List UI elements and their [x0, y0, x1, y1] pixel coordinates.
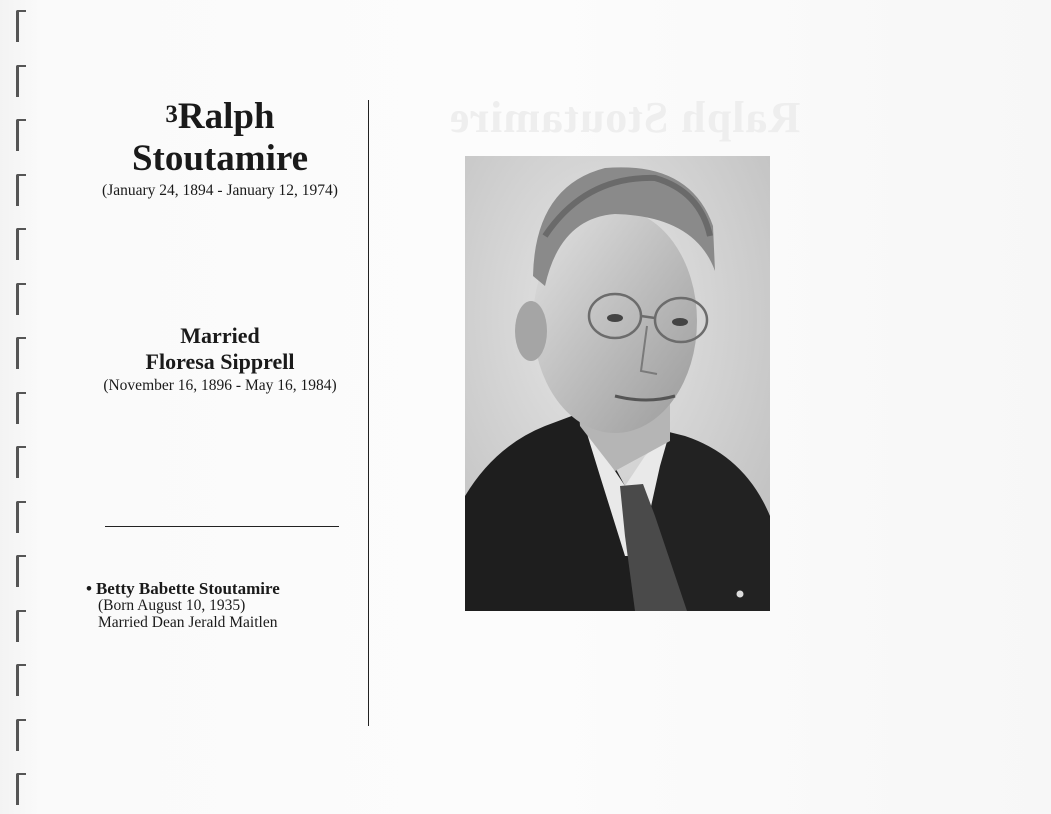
- portrait-image: [465, 156, 770, 611]
- binding-ring: [16, 65, 26, 97]
- binding-ring: [16, 337, 26, 369]
- binding-ring: [16, 555, 26, 587]
- first-name: Ralph: [177, 96, 275, 137]
- marriage-block: [80, 323, 360, 395]
- child-name: Betty Babette Stoutamire: [95, 579, 280, 598]
- binding-ring: [16, 392, 26, 424]
- married-label: Married: [180, 323, 260, 348]
- binding-ring: [16, 119, 26, 151]
- binding-ring: [16, 610, 26, 642]
- person-dates: (January 24, 1894 - January 12, 1974): [102, 182, 338, 199]
- generation-number: 3: [165, 101, 178, 128]
- child-entry: [86, 580, 280, 631]
- binding-ring: [16, 283, 26, 315]
- column-divider: [368, 100, 369, 726]
- bleed-through-text: Ralph Stoutamire: [449, 93, 801, 142]
- binding-ring: [16, 773, 26, 805]
- person-name: [80, 96, 360, 180]
- bullet: •: [86, 579, 92, 598]
- binding-ring: [16, 446, 26, 478]
- last-name: Stoutamire: [131, 138, 309, 179]
- binding-ring: [16, 228, 26, 260]
- child-married: Married Dean Jerald Maitlen: [98, 614, 278, 631]
- spiral-binding: [0, 0, 40, 814]
- binding-ring: [16, 10, 26, 42]
- spouse-dates: (November 16, 1896 - May 16, 1984): [103, 377, 337, 394]
- binding-ring: [16, 501, 26, 533]
- child-born: (Born August 10, 1935): [98, 597, 246, 614]
- portrait-photo: [465, 156, 770, 611]
- binding-ring: [16, 719, 26, 751]
- section-divider: [105, 526, 339, 527]
- binding-ring: [16, 664, 26, 696]
- person-header: [80, 96, 360, 200]
- spouse-name: Floresa Sipprell: [145, 349, 295, 374]
- child-name-line: [86, 580, 280, 597]
- binding-ring: [16, 174, 26, 206]
